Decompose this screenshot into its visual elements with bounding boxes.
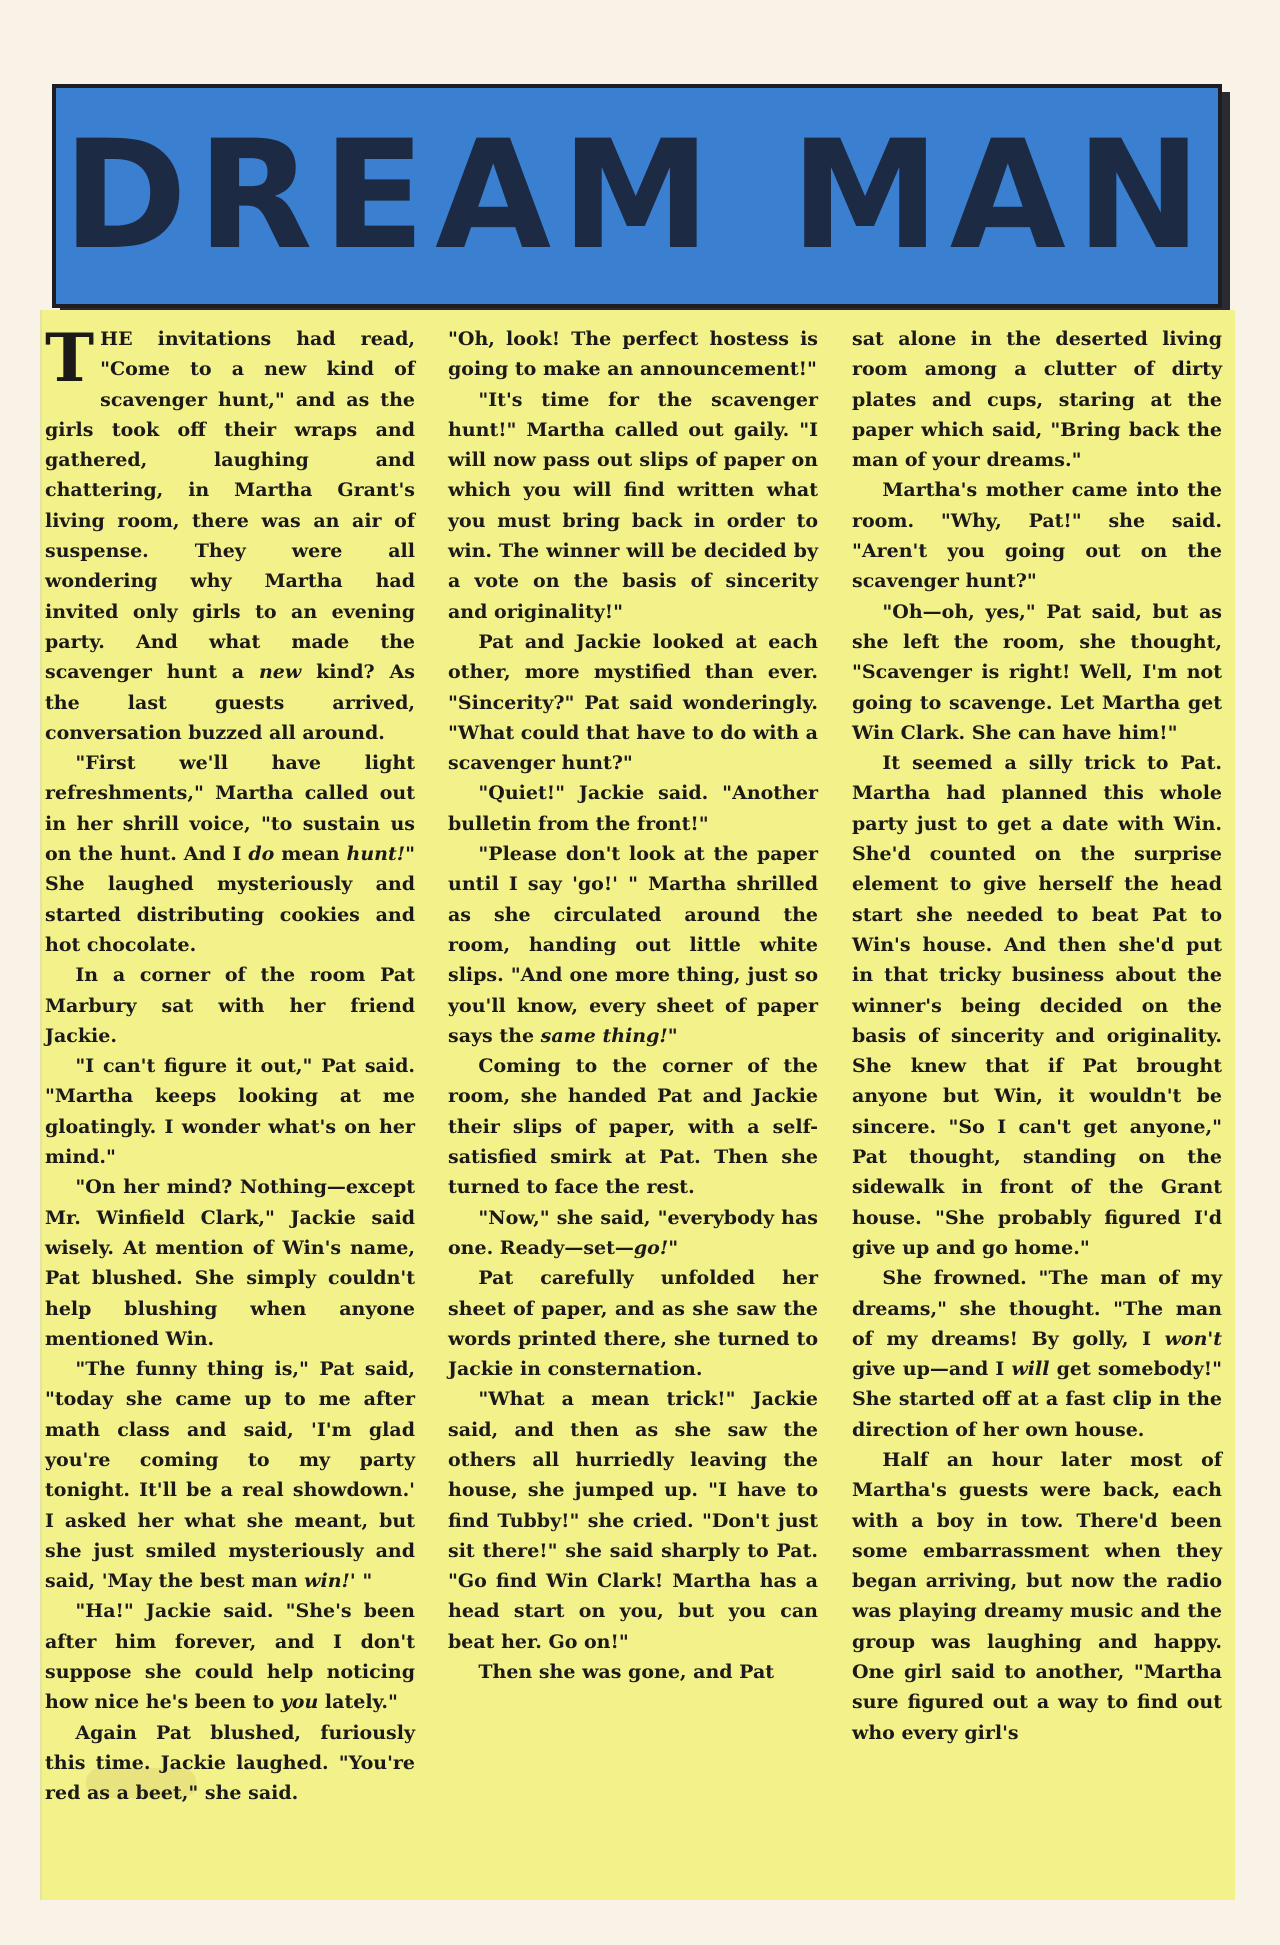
paragraph: In a corner of the room Pat Marbury sat with her friend Jackie.: [45, 964, 415, 1047]
paragraph: "The funny thing is," Pat said, "today she came up to me after math class and said, 'I'm glad you're coming to my party tonight. It'll be a real showdown.' I asked her what she meant, but she just smiled mysteriously and said, 'May the best man win!' ": [45, 1358, 415, 1593]
paragraph: "Quiet!" Jackie said. "Another bulletin from the front!": [448, 782, 818, 835]
title-word-man: MAN: [790, 109, 1212, 283]
paragraph: It seemed a silly trick to Pat. Martha had planned this whole party just to get a date with Win. She'd counted on the surprise element to give herself the head start she needed to beat Pat to Win's house. And then she'd put in that tricky business about the winner's being decided on the basis of sincerity and originality. She knew that if Pat brought anyone but Win, it wouldn't be sincere. "So I can't get anyone," Pat thought, standing on the sidewalk in front of the Grant house. "She probably figured I'd give up and go home.": [852, 752, 1222, 1259]
paragraph: Martha's mother came into the room. "Why, Pat!" she said. "Aren't you going out on the scavenger hunt?": [852, 479, 1222, 593]
paragraph: Again Pat blushed, furiously this time. Jackie laughed. "You're red as a beet," she said.: [45, 1721, 415, 1805]
title-word-dream: DREAM: [62, 109, 721, 283]
paragraph: sat alone in the deserted living room among a clutter of dirty plates and cups, staring at the paper which said, "Bring back the man of your dreams.": [852, 328, 1222, 472]
paragraph: THE invitations had read, "Come to a new kind of scavenger hunt," and as the girls took off their wraps and gathered, laughing and chattering, in Martha Grant's living room, there was an air of suspense. They were all wondering why Martha had invited only girls to an evening party. And what made the scavenger hunt a new kind? As the last guests arrived, conversation buzzed all around.: [45, 319, 415, 744]
paragraph: "Now," she said, "everybody has one. Ready—set—go!": [448, 1206, 818, 1259]
text-column-3: [852, 324, 1222, 1748]
paragraph: "Oh, look! The perfect hostess is going to make an announcement!": [448, 328, 818, 381]
paragraph: "Oh—oh, yes," Pat said, but as she left the room, she thought, "Scavenger is right! Well, I'm not going to scavenge. Let Martha get Win Clark. She can have him!": [852, 600, 1222, 744]
text-column-1: [45, 319, 416, 1809]
title-banner: [52, 84, 1222, 308]
paragraph: Then she was gone, and Pat: [478, 1661, 775, 1684]
drop-cap: T: [45, 319, 95, 397]
paragraph: "I can't figure it out," Pat said. "Martha keeps looking at me gloatingly. I wonder what's on her mind.": [45, 1055, 415, 1169]
paragraph: Coming to the corner of the room, she handed Pat and Jackie their slips of paper, with a self-satisfied smirk at Pat. Then she turned to face the rest.: [448, 1055, 818, 1199]
paragraph: Pat carefully unfolded her sheet of paper, and as she saw the words printed there, she turned to Jackie in consternation.: [448, 1267, 818, 1381]
paragraph: Pat and Jackie looked at each other, more mystified than ever. "Sincerity?" Pat said wonderingly. "What could that have to do with a scavenger hunt?": [448, 630, 818, 775]
paragraph: "On her mind? Nothing—except Mr. Winfield Clark," Jackie said wisely. At mention of Win's name, Pat blushed. She simply couldn't help blushing when anyone mentioned Win.: [45, 1176, 415, 1350]
paragraph: "Ha!" Jackie said. "She's been after him forever, and I don't suppose she could help noticing how nice he's been to you lately.": [45, 1600, 415, 1714]
paragraph: She frowned. "The man of my dreams," she thought. "The man of my dreams! By golly, I won't give up—and I will get somebody!" She started off at a fast clip in the direction of her own house.: [852, 1267, 1222, 1441]
text-column-2: [448, 324, 818, 1687]
story-title: [63, 109, 1212, 283]
paragraph: "First we'll have light refreshments," Martha called out in her shrill voice, "to sustain us on the hunt. And I do mean hunt!" She laughed mysteriously and started distributing cookies and hot chocolate.: [45, 752, 416, 956]
paragraph: Half an hour later most of Martha's guests were back, each with a boy in tow. There'd been some embarrassment when they began arriving, but now the radio was playing dreamy music and the group was laughing and happy. One girl said to another, "Martha sure figured out a way to find out who every girl's: [852, 1448, 1222, 1744]
paragraph: "Please don't look at the paper until I say 'go!' " Martha shrilled as she circulated around the room, handing out little white slips. "And one more thing, just so you'll know, every sheet of paper says the same thing!": [448, 843, 818, 1047]
paragraph: "What a mean trick!" Jackie said, and then as she saw the others all hurriedly leaving the house, she jumped up. "I have to find Tubby!" she cried. "Don't just sit there!" she said sharply to Pat. "Go find Win Clark! Martha has a head start on you, but you can beat her. Go on!": [448, 1388, 818, 1653]
paragraph: "It's time for the scavenger hunt!" Martha called out gaily. "I will now pass out slips of paper on which you will find written what you must bring back in order to win. The winner will be decided by a vote on the basis of sincerity and originality!": [448, 388, 818, 623]
